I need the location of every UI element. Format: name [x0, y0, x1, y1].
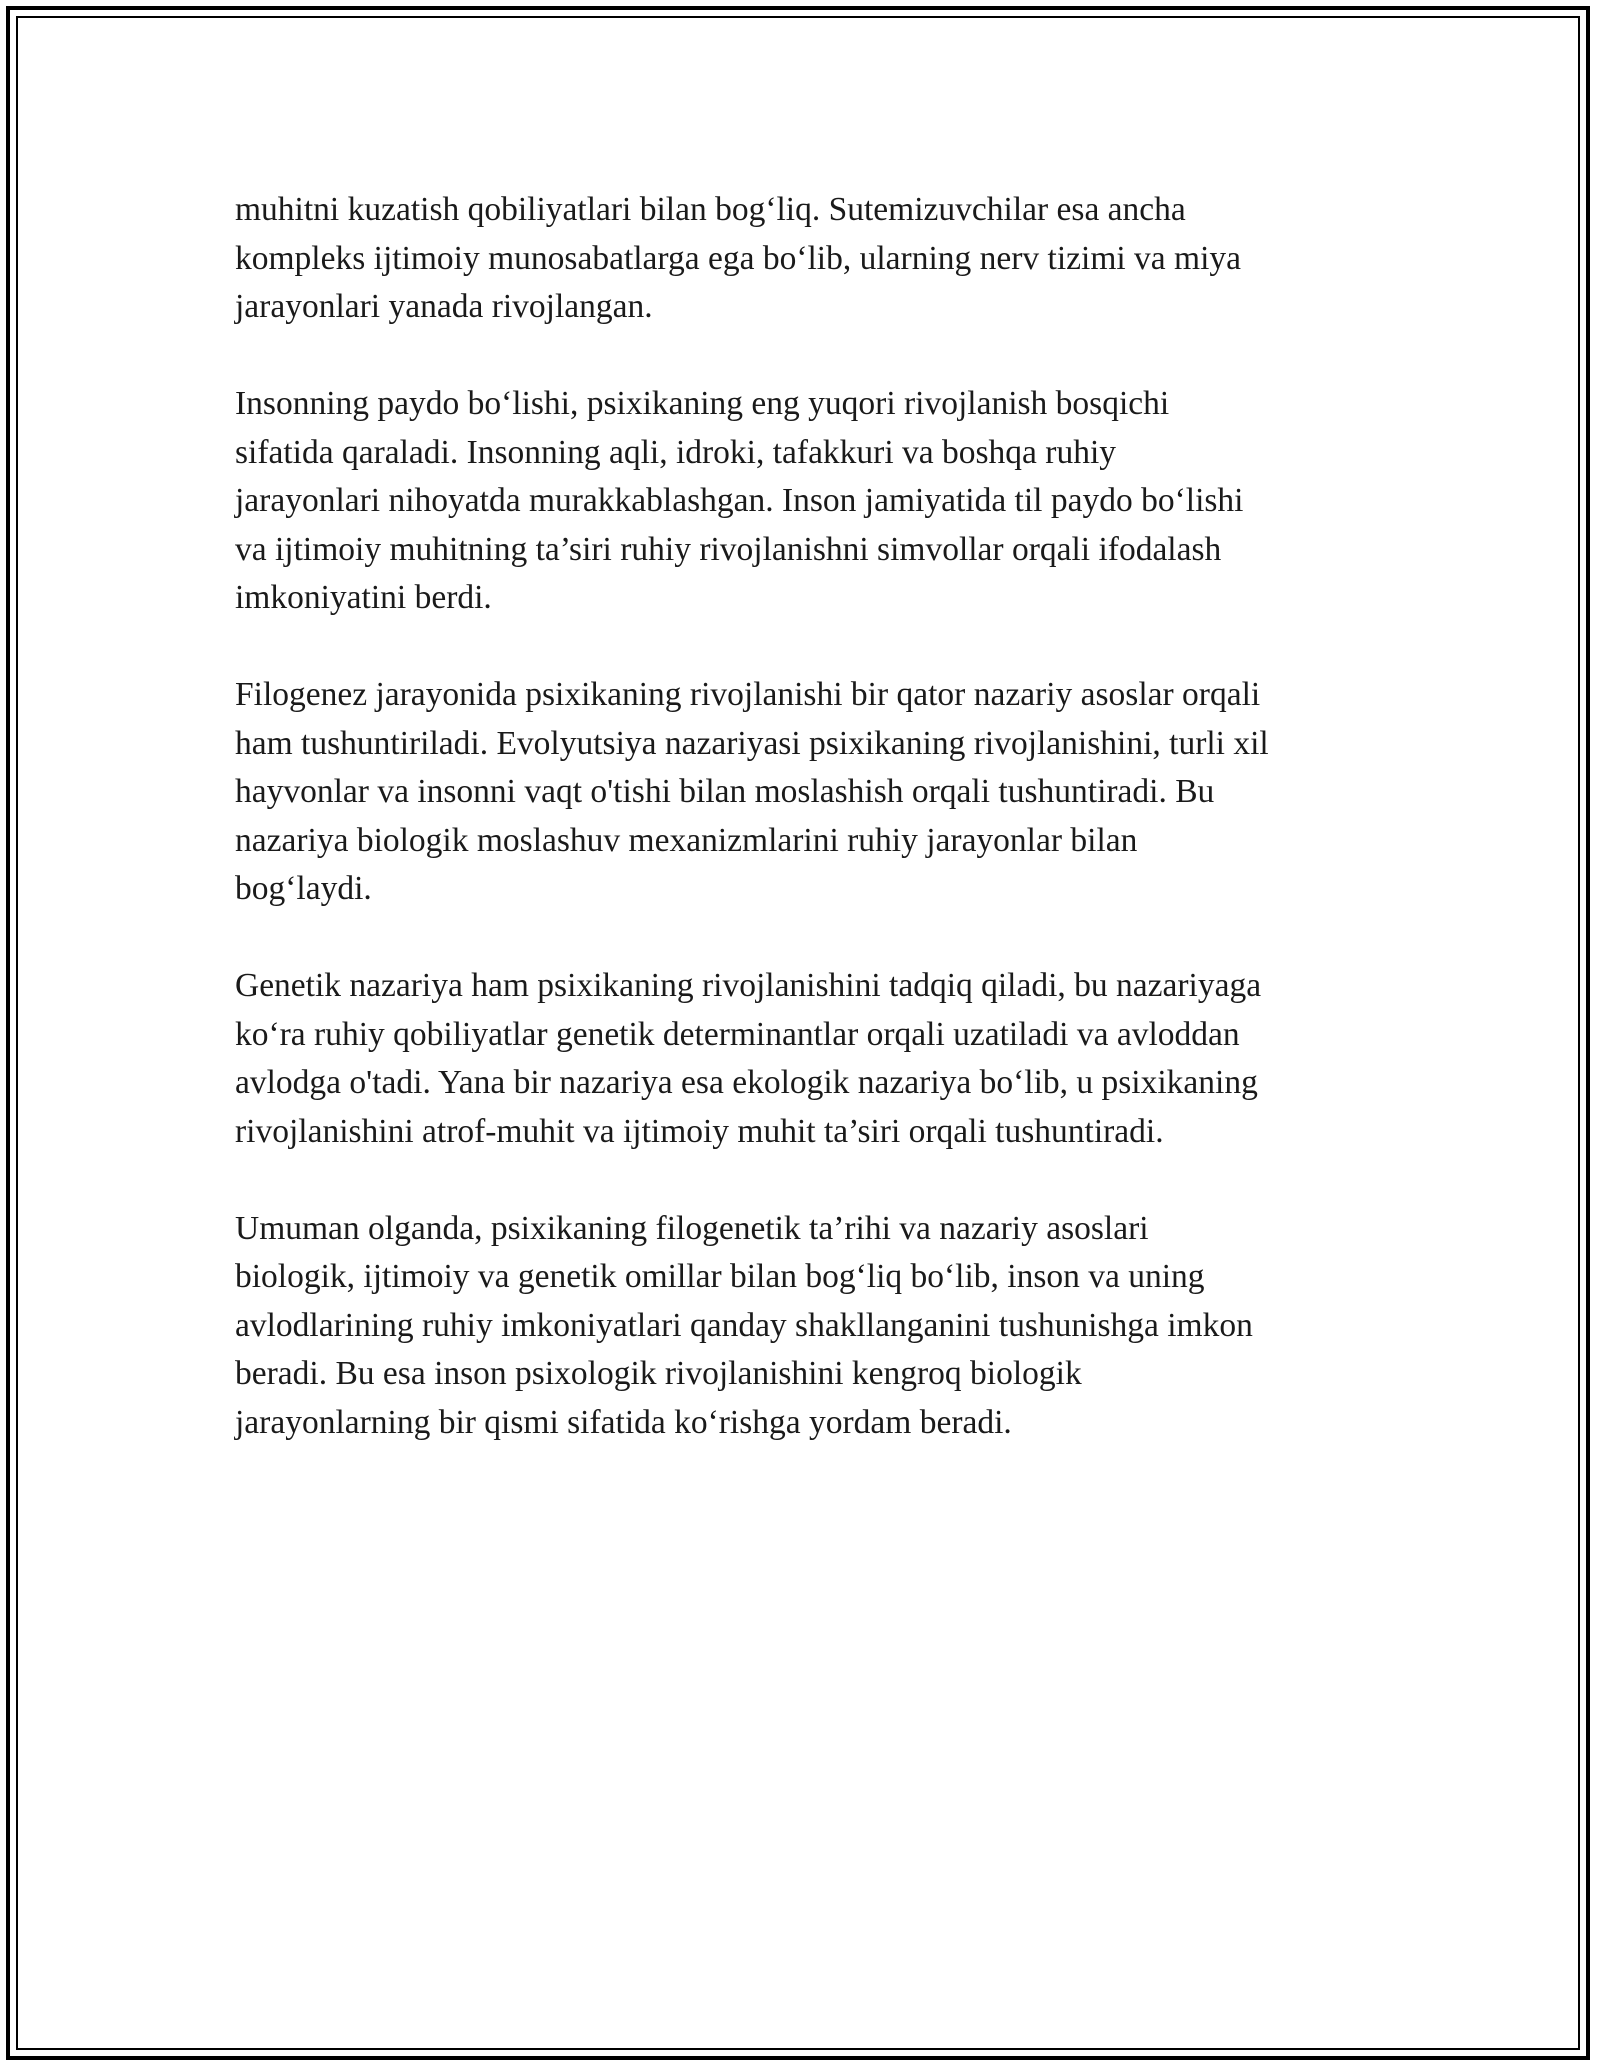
- text-line: imkoniyatini berdi.: [235, 579, 492, 616]
- paragraph-5: [235, 1205, 1395, 1448]
- text-line: beradi. Bu esa inson psixologik rivojlanishini kengroq biologik: [235, 1355, 1082, 1392]
- text-line: nazariya biologik moslashuv mexanizmlarini ruhiy jarayonlar bilan: [235, 821, 1138, 859]
- paragraph-3: [235, 671, 1395, 914]
- text-line: ham tushuntiriladi. Evolyutsiya nazariyasi psixikaning rivojlanishini, turli xil: [235, 724, 1269, 762]
- text-line: jarayonlari nihoyatda murakkablashgan. Inson jamiyatida til paydo bo‘lishi: [235, 482, 1244, 519]
- text-line: Genetik nazariya ham psixikaning rivojlanishini tadqiq qiladi, bu nazariyaga: [235, 967, 1262, 1004]
- paragraph-4: [235, 962, 1395, 1156]
- text-line: bog‘laydi.: [235, 870, 372, 907]
- text-line: muhitni kuzatish qobiliyatlari bilan bog‘liq. Sutemizuvchilar esa ancha: [235, 191, 1186, 228]
- text-line: jarayonlari yanada rivojlangan.: [235, 288, 653, 325]
- text-line: Umuman olganda, psixikaning filogenetik ta’rihi va nazariy asoslari: [235, 1209, 1149, 1247]
- text-line: Filogenez jarayonida psixikaning rivojlanishi bir qator nazariy asoslar orqali: [235, 676, 1261, 713]
- text-line: rivojlanishini atrof-muhit va ijtimoiy muhit ta’siri orqali tushuntiradi.: [235, 1112, 1164, 1150]
- text-line: jarayonlarning bir qismi sifatida ko‘rishga yordam beradi.: [235, 1403, 1012, 1441]
- document-body: [235, 186, 1395, 1496]
- text-line: kompleks ijtimoiy munosabatlarga ega bo‘lib, ularning nerv tizimi va miya: [235, 239, 1242, 277]
- text-line: biologik, ijtimoiy va genetik omillar bilan bog‘liq bo‘lib, inson va uning: [235, 1258, 1205, 1295]
- paragraph-2: [235, 380, 1395, 623]
- text-line: sifatida qaraladi. Insonning aqli, idroki, tafakkuri va boshqa ruhiy: [235, 433, 1117, 471]
- paragraph-1: [235, 186, 1395, 332]
- text-line: hayvonlar va insonni vaqt o'tishi bilan moslashish orqali tushuntiradi. Bu: [235, 773, 1215, 810]
- text-line: avlodga o'tadi. Yana bir nazariya esa ekologik nazariya bo‘lib, u psixikaning: [235, 1064, 1258, 1101]
- text-line: Insonning paydo bo‘lishi, psixikaning eng yuqori rivojlanish bosqichi: [235, 385, 1170, 422]
- text-line: avlodlarining ruhiy imkoniyatlari qanday shakllanganini tushunishga imkon: [235, 1306, 1253, 1344]
- text-line: va ijtimoiy muhitning ta’siri ruhiy rivojlanishni simvollar orqali ifodalash: [235, 530, 1222, 568]
- text-line: ko‘ra ruhiy qobiliyatlar genetik determinantlar orqali uzatiladi va avloddan: [235, 1015, 1240, 1053]
